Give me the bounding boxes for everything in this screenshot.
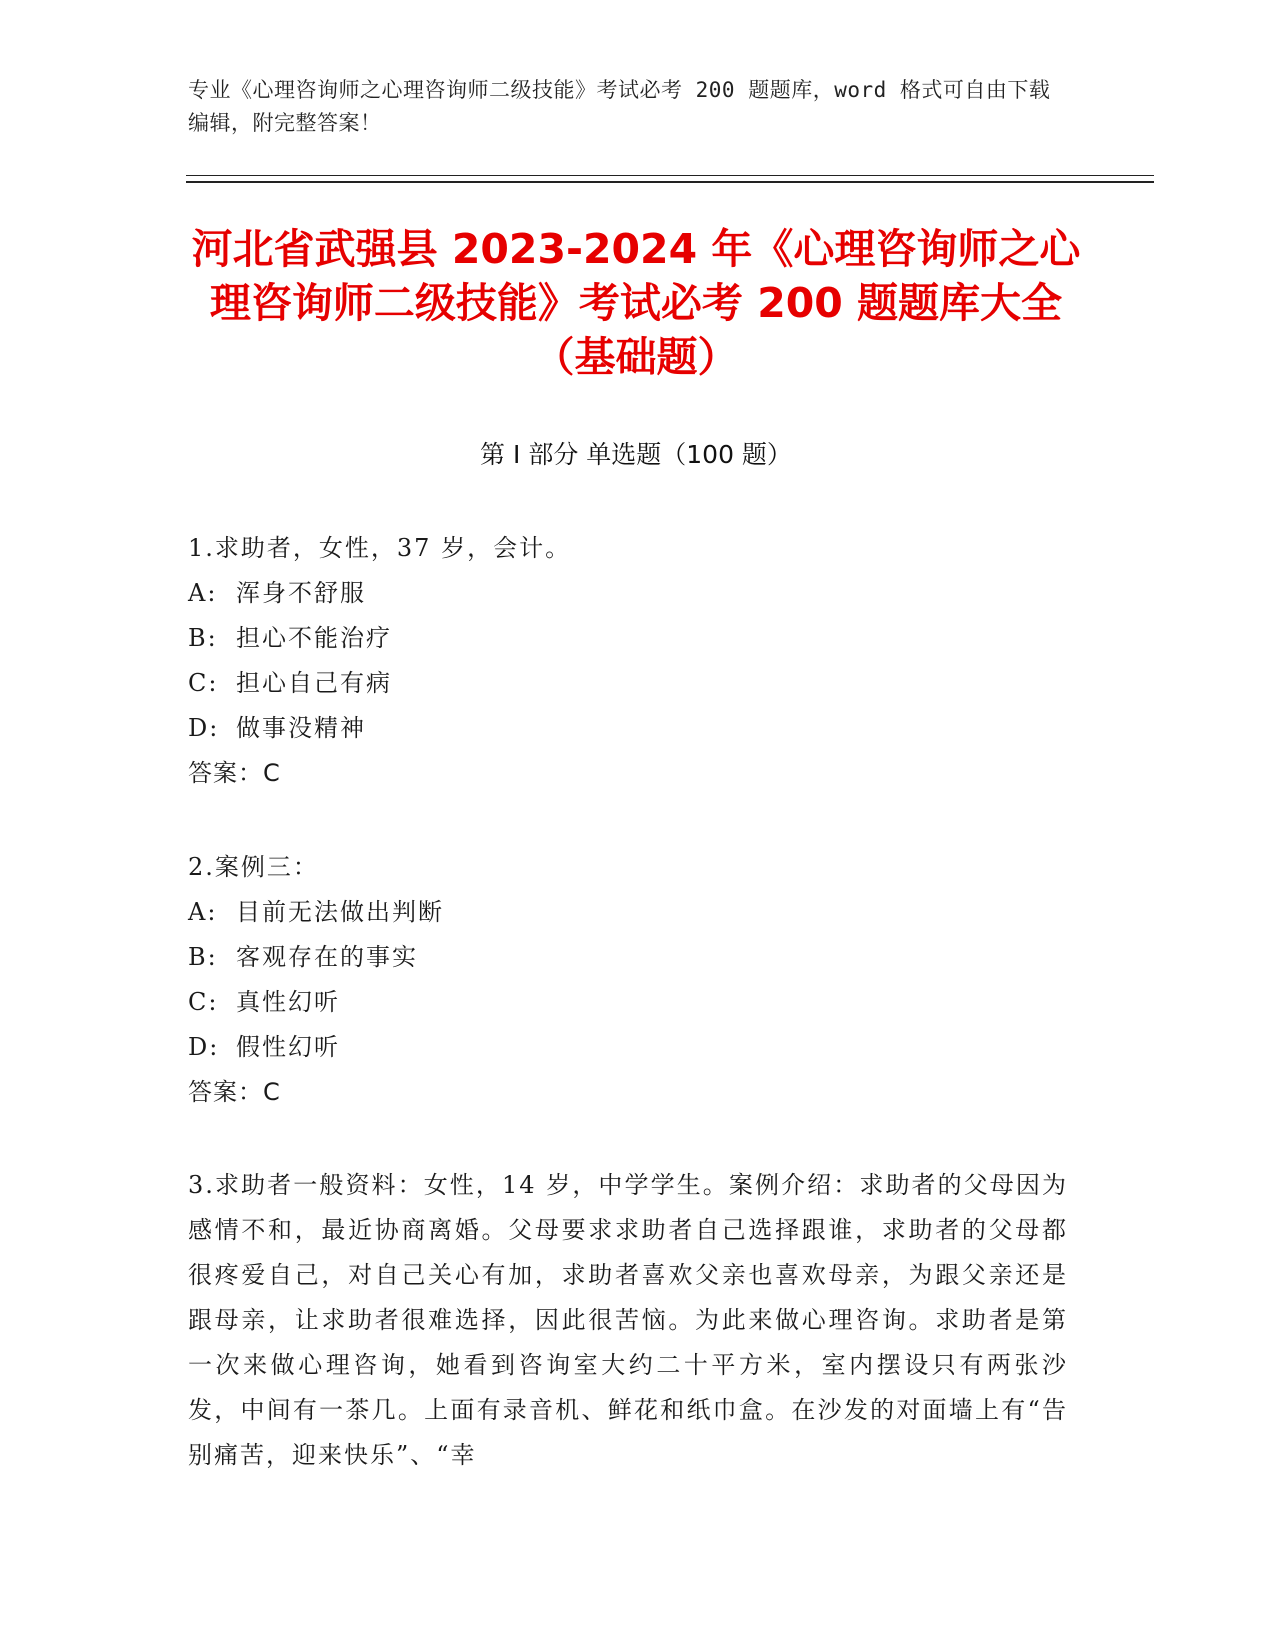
option-a xyxy=(188,890,1068,935)
option-b xyxy=(188,616,1068,661)
question-block xyxy=(188,526,1068,796)
option-letter: A: xyxy=(188,579,218,607)
question-block xyxy=(188,1163,1068,1478)
option-letter: B: xyxy=(188,624,218,652)
header-divider-thin xyxy=(186,175,1154,176)
option-letter: B: xyxy=(188,943,218,971)
option-letter: D: xyxy=(188,1033,220,1061)
header-divider-thick xyxy=(186,181,1154,183)
option-text: 做事没精神 xyxy=(236,714,366,742)
option-b xyxy=(188,935,1068,980)
question-stem: 1.求助者，女性，37 岁，会计。 xyxy=(188,534,572,562)
question-stem: 2.案例三： xyxy=(188,853,319,881)
document-title: 河北省武强县 2023-2024 年《心理咨询师之心理咨询师二级技能》考试必考 200 题题库大全（基础题） xyxy=(191,225,1081,381)
section-heading: 第 I 部分 单选题（100 题） xyxy=(480,440,792,469)
option-text: 真性幻听 xyxy=(236,988,340,1016)
answer-line: 答案：C xyxy=(188,1078,281,1106)
option-text: 担心自己有病 xyxy=(236,669,392,697)
option-text: 浑身不舒服 xyxy=(236,579,366,607)
option-d xyxy=(188,706,1068,751)
option-text: 假性幻听 xyxy=(236,1033,340,1061)
option-letter: A: xyxy=(188,898,218,926)
option-text: 客观存在的事实 xyxy=(236,943,418,971)
option-c xyxy=(188,661,1068,706)
option-letter: C: xyxy=(188,988,219,1016)
option-c xyxy=(188,980,1068,1025)
option-letter: D: xyxy=(188,714,220,742)
option-a xyxy=(188,571,1068,616)
option-text: 担心不能治疗 xyxy=(236,624,392,652)
question-block xyxy=(188,845,1068,1115)
header-note: 专业《心理咨询师之心理咨询师二级技能》考试必考 200 题题库，word 格式可自由下载编辑，附完整答案！ xyxy=(188,78,1051,135)
option-d xyxy=(188,1025,1068,1070)
option-letter: C: xyxy=(188,669,219,697)
option-text: 目前无法做出判断 xyxy=(236,898,444,926)
answer-line: 答案：C xyxy=(188,759,281,787)
question-stem: 3.求助者一般资料：女性，14 岁，中学学生。案例介绍：求助者的父母因为感情不和，最近协商离婚。父母要求求助者自己选择跟谁，求助者的父母都很疼爱自己，对自己关心有加，求助者喜欢父亲也喜欢母亲，为跟父亲还是跟母亲，让求助者很难选择，因此很苦恼。为此来做心理咨询。求助者是第一次来做心理咨询，她看到咨询室大约二十平方米，室内摆设只有两张沙发，中间有一茶几。上面有录音机、鲜花和纸巾盒。在沙发的对面墙上有“告别痛苦，迎来快乐”、“幸 xyxy=(188,1171,1068,1469)
